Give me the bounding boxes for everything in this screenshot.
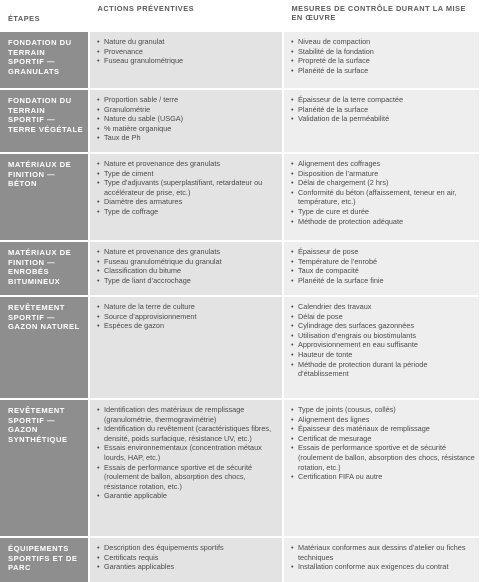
control-measures-cell (283, 153, 480, 241)
control-measure-item (290, 257, 475, 267)
bullet-list (290, 405, 475, 482)
bullet-icon: • (291, 206, 294, 216)
table-row (0, 89, 480, 153)
table-row (0, 241, 480, 296)
bullet-icon: • (97, 104, 100, 114)
bullet-icon: • (97, 405, 100, 414)
bullet-icon: • (291, 56, 294, 66)
bullet-icon: • (291, 46, 294, 56)
item-text: Fuseau granulométrique (104, 56, 184, 66)
preventive-action-item (96, 543, 278, 553)
header-row (0, 0, 480, 32)
preventive-action-item (96, 247, 278, 257)
item-text: Planéité de la surface finie (298, 275, 384, 285)
control-measure-item (290, 105, 475, 115)
preventive-action-item (96, 178, 278, 197)
preventive-action-item (96, 491, 278, 501)
stage-cell: REVÊTEMENT SPORTIF — GAZON SYNTHÉTIQUE (0, 399, 89, 537)
item-text: Stabilité de la fondation (298, 46, 374, 56)
item-text: Identification des matériaux de remplissage (granulométrie, thermogravimétrie) (104, 405, 245, 424)
item-text: Essais environnementaux (concentration métaux lourds, HAP, etc.) (104, 443, 262, 462)
preventive-actions-cell (89, 32, 283, 89)
item-text: Nature et provenance des granulats (104, 159, 221, 168)
item-text: Source d’approvisionnement (104, 311, 197, 321)
item-text: Propreté de la surface (298, 56, 370, 66)
bullet-icon: • (291, 247, 294, 256)
bullet-list (96, 543, 278, 572)
table-row (0, 153, 480, 241)
bullet-list (96, 302, 278, 331)
control-measure-item (290, 443, 475, 472)
preventive-action-item (96, 257, 278, 267)
bullet-icon: • (291, 340, 294, 350)
control-measure-item (290, 56, 475, 66)
stage-cell: FONDATION DU TERRAIN SPORTIF — TERRE VÉGÉTALE (0, 89, 89, 153)
bullet-icon: • (97, 552, 100, 562)
control-measure-item (290, 47, 475, 57)
item-text: Planéité de la surface (298, 104, 369, 114)
item-text: Provenance (104, 46, 143, 56)
preventive-action-item (96, 266, 278, 276)
preventive-actions-cell (89, 241, 283, 296)
control-measure-item (290, 169, 475, 179)
table-body (0, 32, 480, 582)
stage-cell: FONDATION DU TERRAIN SPORTIF — GRANULATS (0, 32, 89, 89)
bullet-icon: • (291, 65, 294, 75)
bullet-icon: • (97, 123, 100, 133)
item-text: % matière organique (104, 123, 172, 133)
bullet-icon: • (97, 133, 100, 143)
control-measures-cell (283, 32, 480, 89)
item-text: Épaisseur de pose (298, 247, 359, 256)
preventive-actions-cell (89, 89, 283, 153)
bullet-list (96, 405, 278, 501)
control-measure-item (290, 178, 475, 188)
bullet-icon: • (291, 216, 294, 226)
item-text: Type de joints (cousus, collés) (298, 405, 396, 414)
control-measure-item (290, 95, 475, 105)
stage-cell: MATÉRIAUX DE FINITION — ENROBÉS BITUMINEUX (0, 241, 89, 296)
item-text: Niveau de compaction (298, 37, 371, 46)
item-text: Conformité du béton (affaissement, teneur en air, température, etc.) (298, 187, 457, 207)
bullet-icon: • (291, 443, 294, 453)
bullet-icon: • (291, 472, 294, 482)
item-text: Alignement des lignes (298, 414, 370, 424)
item-text: Type de coffrage (104, 206, 159, 216)
control-measures-cell (283, 296, 480, 399)
bullet-icon: • (291, 543, 294, 552)
item-text: Matériaux conformes aux dessins d’atelier ou fiches techniques (298, 543, 466, 562)
control-measure-item (290, 159, 475, 169)
item-text: Type d’adjuvants (superplastifiant, retardateur ou accélérateur de prise, etc.) (104, 178, 263, 197)
bullet-icon: • (97, 46, 100, 56)
item-text: Type de ciment (104, 168, 154, 178)
preventive-action-item (96, 56, 278, 66)
preventive-action-item (96, 321, 278, 331)
bullet-icon: • (97, 543, 100, 552)
preventive-action-item (96, 114, 278, 124)
preventive-action-item (96, 133, 278, 143)
control-measure-item (290, 37, 475, 47)
item-text: Description des équipements sportifs (104, 543, 224, 552)
item-text: Méthode de protection durant la période d’établissement (298, 359, 428, 379)
control-measure-item (290, 562, 475, 572)
item-text: Certificats requis (104, 552, 159, 562)
table-row (0, 296, 480, 399)
bullet-icon: • (291, 433, 294, 443)
item-text: Type de liant d’accrochage (104, 275, 191, 285)
header-stages: ÉTAPES (0, 0, 89, 32)
bullet-icon: • (291, 330, 294, 340)
bullet-icon: • (97, 424, 100, 434)
preventive-action-item (96, 276, 278, 286)
bullet-icon: • (291, 414, 294, 424)
control-measure-item (290, 415, 475, 425)
bullet-icon: • (291, 168, 294, 178)
control-measure-item (290, 405, 475, 415)
bullet-icon: • (291, 359, 294, 369)
preventive-action-item (96, 302, 278, 312)
control-measure-item (290, 247, 475, 257)
item-text: Planéité de la surface (298, 65, 369, 75)
control-measure-item (290, 472, 475, 482)
bullet-icon: • (97, 168, 100, 178)
bullet-icon: • (291, 178, 294, 188)
bullet-icon: • (291, 311, 294, 321)
stage-cell: REVÊTEMENT SPORTIF — GAZON NATUREL (0, 296, 89, 399)
item-text: Espèces de gazon (104, 321, 165, 331)
control-measures-cell (283, 399, 480, 537)
bullet-icon: • (291, 321, 294, 331)
bullet-icon: • (291, 275, 294, 285)
preventive-action-item (96, 553, 278, 563)
bullet-icon: • (97, 37, 100, 46)
item-text: Fuseau granulométrique du granulat (104, 256, 222, 266)
table-row (0, 399, 480, 537)
bullet-icon: • (291, 104, 294, 114)
bullet-icon: • (97, 95, 100, 104)
bullet-list (96, 159, 278, 217)
preventive-action-item (96, 124, 278, 134)
item-text: Granulométrie (104, 104, 151, 114)
item-text: Installation conforme aux exigences du contrat (298, 562, 449, 572)
bullet-icon: • (97, 321, 100, 331)
bullet-icon: • (291, 37, 294, 46)
control-measures-cell (283, 89, 480, 153)
control-measure-item (290, 188, 475, 207)
control-measure-item (290, 66, 475, 76)
item-text: Approvisionnement en eau suffisante (298, 340, 418, 350)
item-text: Utilisation d’engrais ou biostimulants (298, 330, 417, 340)
bullet-icon: • (97, 256, 100, 266)
bullet-icon: • (97, 206, 100, 216)
bullet-icon: • (97, 443, 100, 453)
bullet-list (96, 37, 278, 66)
item-text: Essais de performance sportive et de sécurité (roulement de ballon, absorption des chocs, résistance rotation, etc.) (298, 443, 475, 472)
item-text: Alignement des coffrages (298, 159, 381, 168)
bullet-icon: • (97, 159, 100, 168)
preventive-action-item (96, 312, 278, 322)
preventive-action-item (96, 37, 278, 47)
bullet-icon: • (291, 349, 294, 359)
bullet-icon: • (97, 56, 100, 66)
control-measure-item (290, 350, 475, 360)
control-measure-item (290, 217, 475, 227)
bullet-icon: • (291, 424, 294, 434)
item-text: Délai de chargement (2 hrs) (298, 178, 389, 188)
preventive-actions-cell (89, 153, 283, 241)
bullet-list (290, 543, 475, 572)
control-measure-item (290, 424, 475, 434)
control-measure-item (290, 302, 475, 312)
preventive-action-item (96, 105, 278, 115)
bullet-icon: • (291, 302, 294, 311)
item-text: Validation de la perméabilité (298, 114, 390, 124)
bullet-icon: • (97, 178, 100, 188)
header-preventive-actions: ACTIONS PRÉVENTIVES (89, 0, 283, 32)
preventive-action-item (96, 424, 278, 443)
bullet-list (290, 247, 475, 285)
preventive-action-item (96, 197, 278, 207)
bullet-icon: • (97, 302, 100, 311)
bullet-list (96, 95, 278, 143)
control-measure-item (290, 114, 475, 124)
table-row (0, 537, 480, 582)
item-text: Type de cure et durée (298, 206, 369, 216)
bullet-icon: • (291, 95, 294, 104)
preventive-action-item (96, 169, 278, 179)
item-text: Température de l’enrobé (298, 256, 378, 266)
item-text: Diamètre des armatures (104, 197, 183, 207)
bullet-icon: • (291, 405, 294, 414)
control-measure-item (290, 312, 475, 322)
item-text: Nature du sable (USGA) (104, 114, 184, 124)
bullet-icon: • (97, 275, 100, 285)
bullet-list (290, 95, 475, 124)
table-row (0, 32, 480, 89)
preventive-action-item (96, 47, 278, 57)
control-measure-item (290, 331, 475, 341)
preventive-action-item (96, 443, 278, 462)
control-measures-cell (283, 537, 480, 582)
control-measure-item (290, 434, 475, 444)
item-text: Calendrier des travaux (298, 302, 372, 311)
header-control-measures: MESURES DE CONTRÔLE DURANT LA MISE EN ŒUVRE (283, 0, 480, 32)
item-text: Identification du revêtement (caractéristiques fibres, densité, poids surfacique, résistance UV, etc.) (104, 424, 272, 443)
bullet-icon: • (97, 266, 100, 276)
preventive-actions-cell (89, 296, 283, 399)
bullet-icon: • (97, 491, 100, 501)
bullet-list (96, 247, 278, 285)
bullet-list (290, 302, 475, 379)
bullet-icon: • (97, 562, 100, 572)
item-text: Épaisseur des matériaux de remplissage (298, 424, 430, 434)
stage-cell: MATÉRIAUX DE FINITION — BÉTON (0, 153, 89, 241)
item-text: Délai de pose (298, 311, 343, 321)
preventive-action-item (96, 207, 278, 217)
item-text: Cylindrage des surfaces gazonnées (298, 321, 415, 331)
item-text: Classification du bitume (104, 266, 182, 276)
item-text: Nature de la terre de culture (104, 302, 195, 311)
bullet-icon: • (291, 256, 294, 266)
bullet-list (290, 159, 475, 226)
control-measure-item (290, 207, 475, 217)
bullet-icon: • (97, 311, 100, 321)
stage-cell: ÉQUIPEMENTS SPORTIFS ET DE PARC (0, 537, 89, 582)
preventive-action-item (96, 405, 278, 424)
item-text: Garantie applicable (104, 491, 167, 501)
preventive-action-item (96, 95, 278, 105)
control-measure-item (290, 276, 475, 286)
bullet-icon: • (291, 562, 294, 572)
item-text: Nature et provenance des granulats (104, 247, 221, 256)
control-measure-item (290, 340, 475, 350)
item-text: Taux de compacité (298, 266, 359, 276)
bullet-icon: • (97, 197, 100, 207)
item-text: Essais de performance sportive et de sécurité (roulement de ballon, absorption des chocs, résistance rotation, etc.) (104, 462, 253, 491)
control-measure-item (290, 543, 475, 562)
bullet-icon: • (97, 114, 100, 124)
control-measure-item (290, 266, 475, 276)
preventive-actions-cell (89, 399, 283, 537)
item-text: Certification FIFA ou autre (298, 472, 383, 482)
preventive-action-item (96, 562, 278, 572)
item-text: Proportion sable / terre (104, 95, 179, 104)
item-text: Hauteur de tonte (298, 349, 353, 359)
bullet-icon: • (291, 159, 294, 168)
item-text: Méthode de protection adéquate (298, 216, 404, 226)
item-text: Taux de Ph (104, 133, 141, 143)
item-text: Épaisseur de la terre compactée (298, 95, 404, 104)
bullet-icon: • (97, 247, 100, 256)
control-measures-cell (283, 241, 480, 296)
bullet-icon: • (291, 266, 294, 276)
item-text: Disposition de l’armature (298, 168, 379, 178)
item-text: Garanties applicables (104, 562, 175, 572)
item-text: Nature du granulat (104, 37, 165, 46)
item-text: Certificat de mesurage (298, 433, 372, 443)
bullet-icon: • (291, 187, 294, 197)
control-measure-item (290, 321, 475, 331)
bullet-icon: • (291, 114, 294, 124)
preventive-action-item (96, 463, 278, 492)
bullet-icon: • (97, 462, 100, 472)
preventive-action-item (96, 159, 278, 169)
control-measure-item (290, 360, 475, 379)
bullet-list (290, 37, 475, 75)
preventive-actions-cell (89, 537, 283, 582)
